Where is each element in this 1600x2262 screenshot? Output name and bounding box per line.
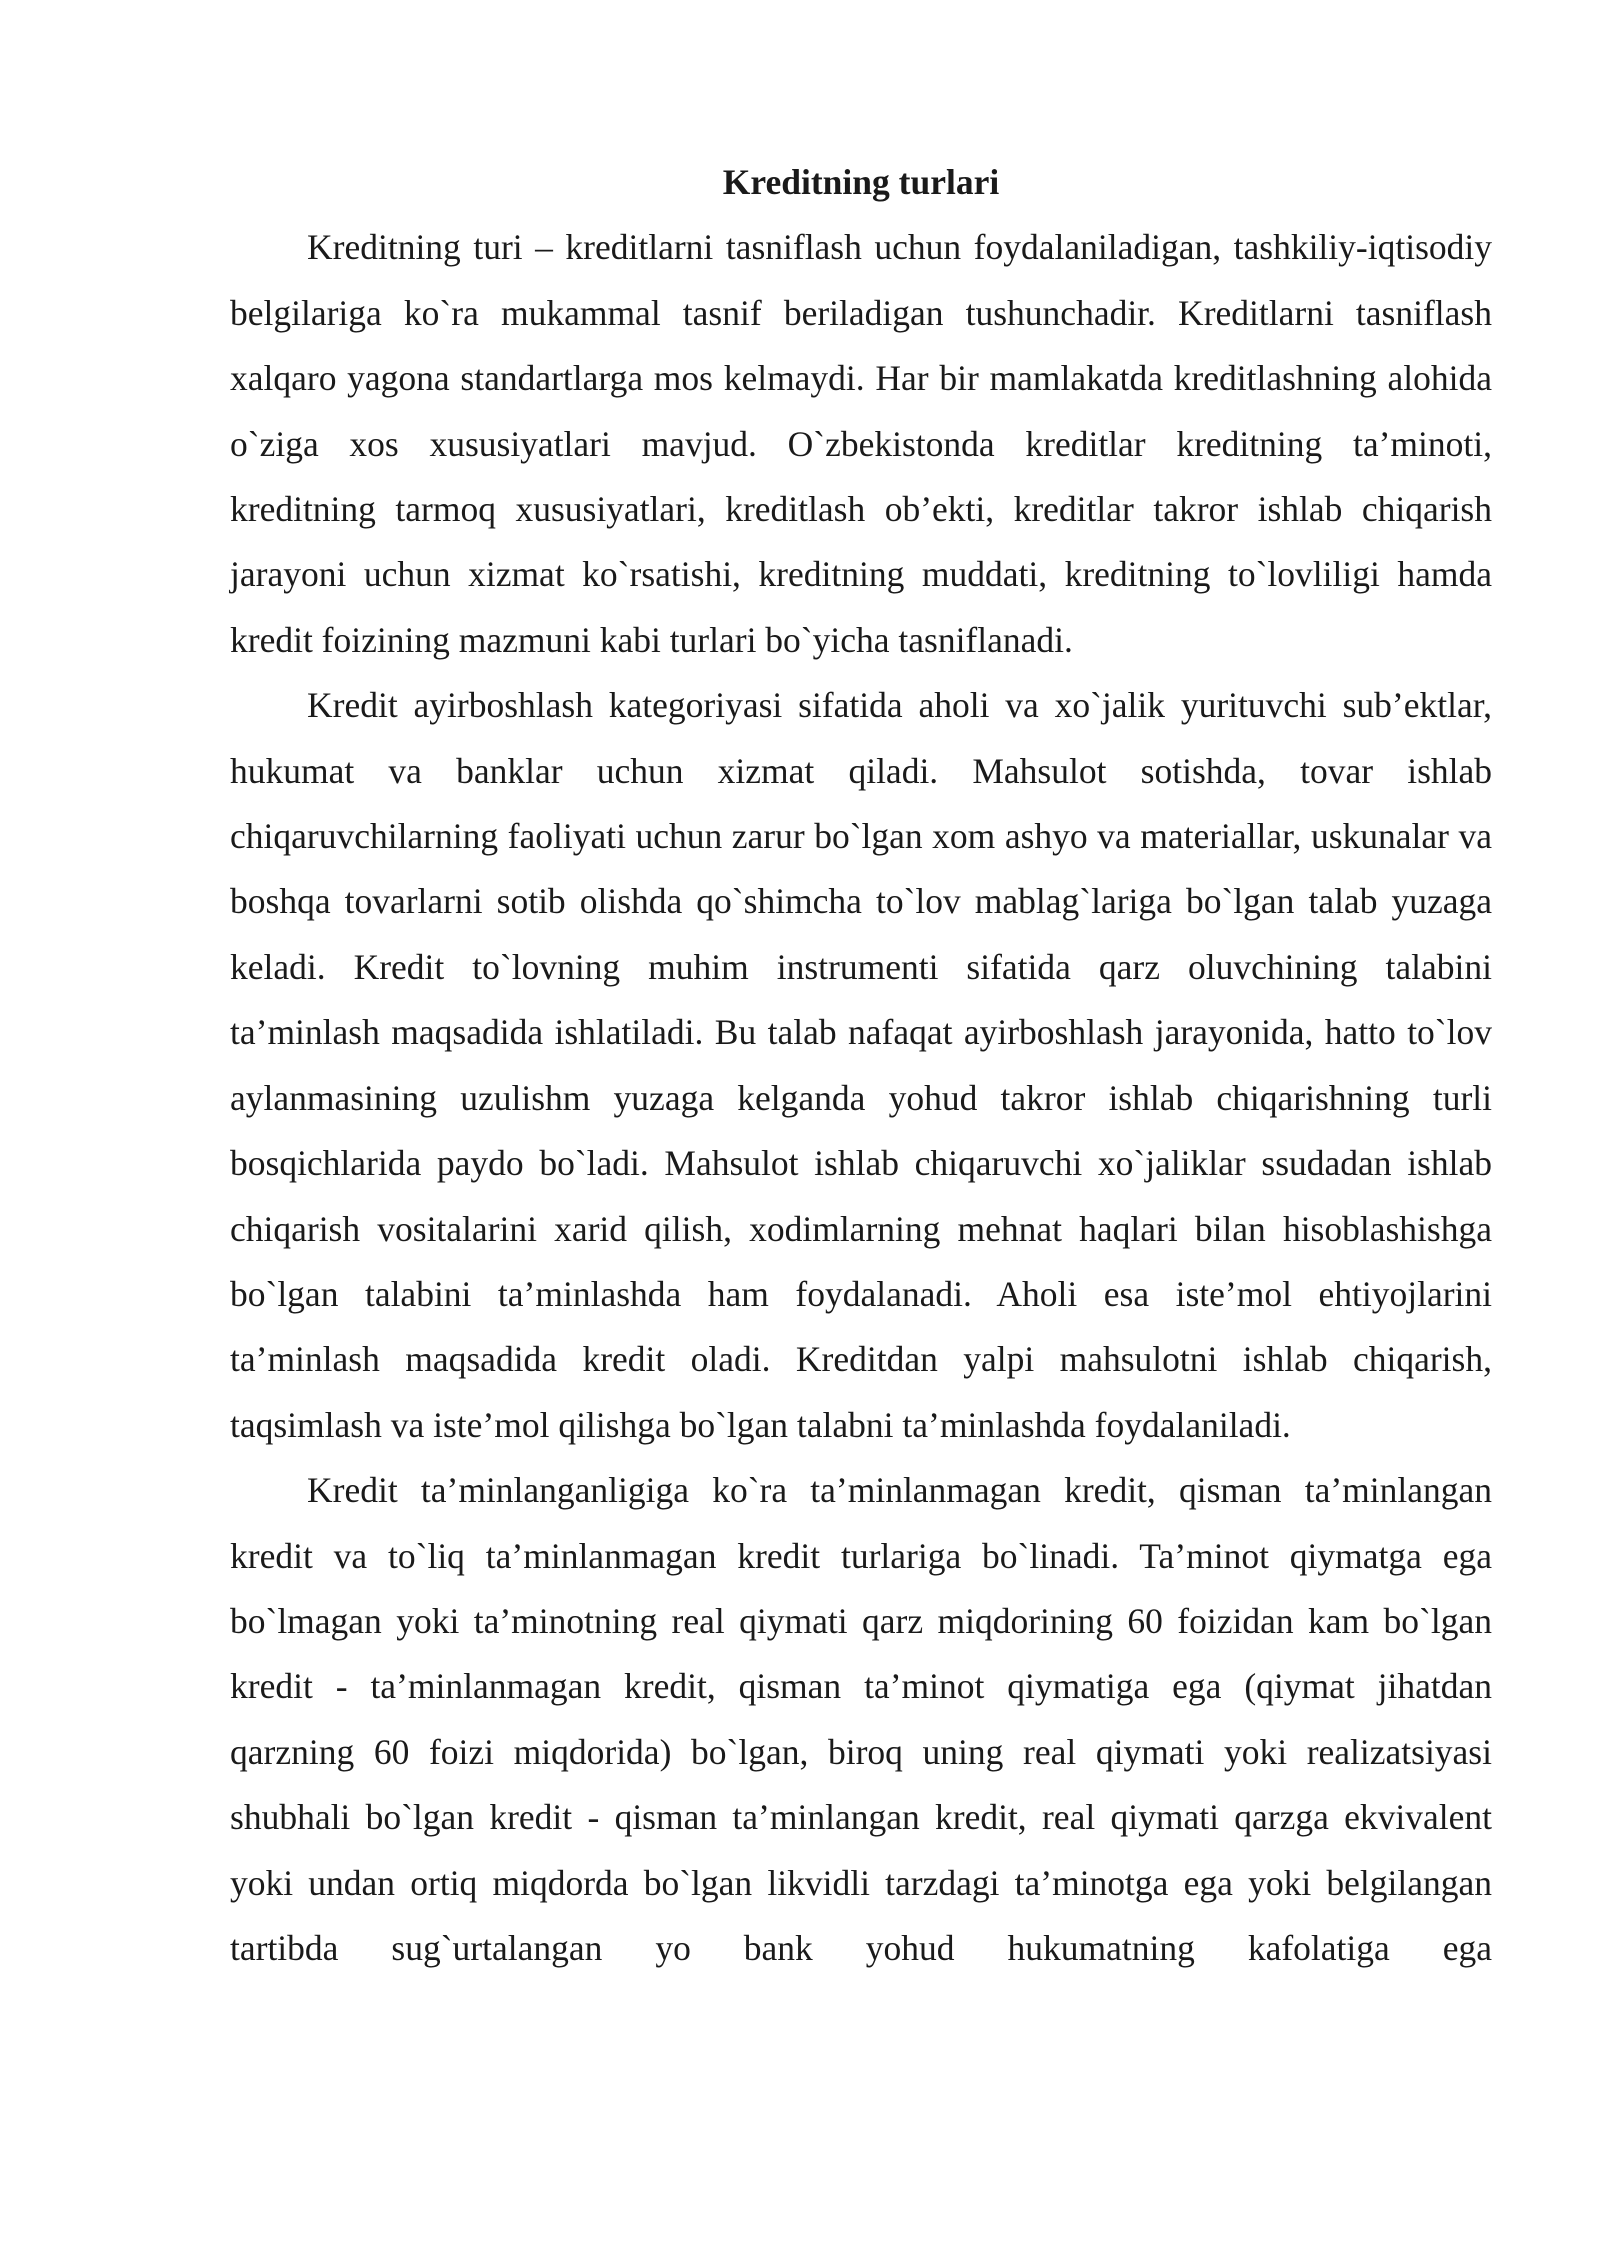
- document-title: Kreditning turlari: [722, 162, 1000, 202]
- paragraph: Kreditning turi – kreditlarni tasniflash uchun foydalaniladigan, tashkiliy-iqtisodiy belgilariga ko`ra mukammal tasnif beriladigan tushunchadir. Kreditlarni tasniflash xalqaro yagona standartlarga mos kelmaydi. Har bir mamlakatda kreditlashning alohida o`ziga xos xususiyatlari mavjud. O`zbekistonda kreditlar kreditning ta’minoti, kreditning tarmoq xususiyatlari, kreditlash ob’ekti, kreditlar takror ishlab chiqarish jarayoni uchun xizmat ko`rsatishi, kreditning muddati, kreditning to`lovliligi hamda kredit foizining mazmuni kabi turlari bo`yicha tasniflanadi.: [230, 227, 1492, 660]
- paragraph: Kredit ayirboshlash kategoriyasi sifatida aholi va xo`jalik yurituvchi sub’ektlar, hukumat va banklar uchun xizmat qiladi. Mahsulot sotishda, tovar ishlab chiqaruvchilarning faoliyati uchun zarur bo`lgan xom ashyo va materiallar, uskunalar va boshqa tovarlarni sotib olishda qo`shimcha to`lov mablag`lariga bo`lgan talab yuzaga keladi. Kredit to`lovning muhim instrumenti sifatida qarz oluvchining talabini ta’minlash maqsadida ishlatiladi. Bu talab nafaqat ayirboshlash jarayonida, hatto to`lov aylanmasining uzulishm yuzaga kelganda yohud takror ishlab chiqarishning turli bosqichlarida paydo bo`ladi. Mahsulot ishlab chiqaruvchi xo`jaliklar ssudadan ishlab chiqarish vositalarini xarid qilish, xodimlarning mehnat haqlari bilan hisoblashishga bo`lgan talabini ta’minlashda ham foydalanadi. Aholi esa iste’mol ehtiyojlarini ta’minlash maqsadida kredit oladi. Kreditdan yalpi mahsulotni ishlab chiqarish, taqsimlash va iste’mol qilishga bo`lgan talabni ta’minlashda foydalaniladi.: [230, 685, 1492, 1445]
- paragraph: Kredit ta’minlanganligiga ko`ra ta’minlanmagan kredit, qisman ta’minlangan kredit va to`liq ta’minlanmagan kredit turlariga bo`linadi. Ta’minot qiymatga ega bo`lmagan yoki ta’minotning real qiymati qarz miqdorining 60 foizidan kam bo`lgan kredit - ta’minlanmagan kredit, qisman ta’minot qiymatiga ega (qiymat jihatdan qarzning 60 foizi miqdorida) bo`lgan, biroq uning real qiymati yoki realizatsiyasi shubhali bo`lgan kredit - qisman ta’minlangan kredit, real qiymati qarzga ekvivalent yoki undan ortiq miqdorda bo`lgan likvidli tarzdagi ta’minotga ega yoki belgilangan tartibda sug`urtalangan yo bank yohud hukumatning kafolatiga ega: [230, 1470, 1492, 1968]
- document-body: [230, 150, 1492, 1981]
